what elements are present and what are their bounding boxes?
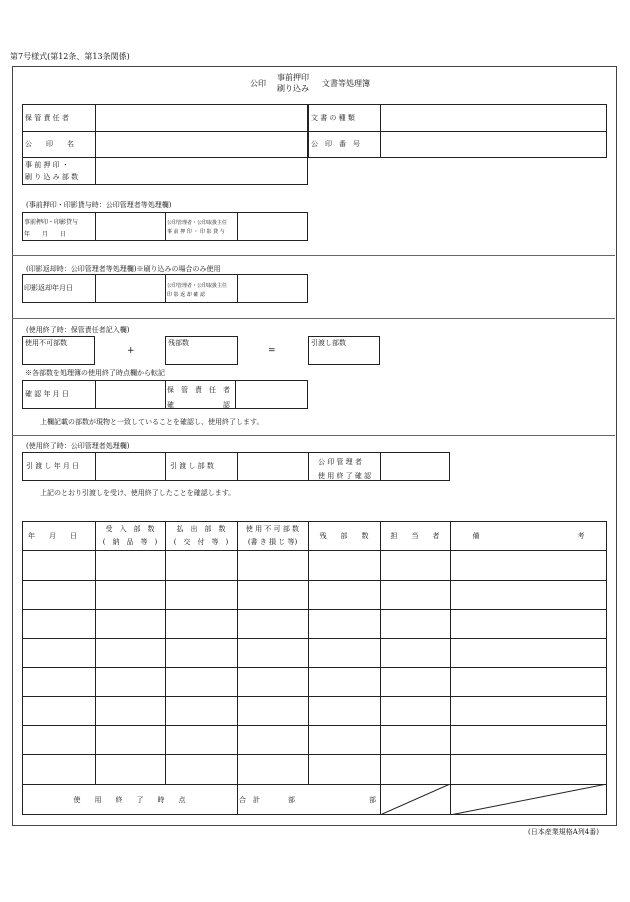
lend-heading: (事前押印・印影貸与時：公印管理者等処理欄) — [26, 201, 172, 209]
handover-count-field[interactable] — [237, 452, 308, 481]
ledger-cell-remaining[interactable] — [310, 611, 378, 636]
ledger-cell-issued[interactable] — [167, 669, 235, 694]
manager-confirm-field[interactable] — [380, 452, 450, 481]
handover-date-label: 引 渡 し 年 月 日 — [26, 462, 80, 470]
ledger-cell-remarks[interactable] — [452, 698, 605, 723]
ledger-cell-unusable[interactable] — [239, 727, 306, 752]
ledger-cell-issued[interactable] — [167, 756, 235, 782]
end-custodian-heading: (使用終了時：保管責任者記入欄) — [26, 326, 130, 334]
ledger-cell-issued[interactable] — [167, 611, 235, 636]
ledger-cell-staff[interactable] — [382, 669, 448, 694]
ledger-cell-unusable[interactable] — [239, 698, 306, 723]
plus-sign: + — [127, 346, 135, 356]
confirm-date-label: 確 認 年 月 日 — [25, 390, 69, 398]
ledger-cell-staff[interactable] — [382, 640, 448, 665]
end-manager-heading: (使用終了時：公印管理者処理欄) — [26, 442, 130, 450]
ledger-total-label: 合 計 部 — [239, 795, 295, 804]
ledger-cell-received[interactable] — [97, 698, 163, 723]
transcribe-note: ※各部数を処理簿の使用終了時点欄から転記 — [25, 369, 165, 377]
return-confirm-field[interactable] — [237, 274, 308, 303]
seal-number-field[interactable] — [380, 131, 607, 157]
return-confirm-label: 公印管理者・公印取扱主任 印 影 返 却 確 認 — [167, 283, 228, 298]
ledger-cell-received[interactable] — [97, 640, 163, 665]
lend-confirm-label: 公印管理者・公印取扱主任 事 前 押 印 ・ 印 影 貸 与 — [167, 220, 228, 235]
seal-number-label: 公 印 番 号 — [311, 140, 360, 148]
ledger-cell-unusable[interactable] — [239, 640, 306, 665]
ledger-cell-date[interactable] — [24, 611, 93, 636]
handover-date-field[interactable] — [95, 452, 165, 481]
divider — [12, 255, 615, 256]
ledger-cell-unusable[interactable] — [239, 552, 306, 578]
ledger-cell-unusable[interactable] — [239, 669, 306, 694]
ledger-cell-remaining[interactable] — [310, 669, 378, 694]
handover-count-box[interactable]: 引渡し部数 — [308, 336, 380, 365]
ledger-footer-diagonal — [380, 784, 607, 815]
preprint-label-line2: 刷り込み — [277, 84, 309, 93]
divider — [12, 435, 615, 436]
ledger-header-date: 年 月 日 — [28, 531, 77, 540]
manager-confirm-label: 公 印 管 理 者 使 用 終 了 確 認 — [318, 458, 372, 480]
confirm-date-field[interactable] — [95, 380, 165, 409]
ledger-cell-remaining[interactable] — [310, 552, 378, 578]
return-date-field[interactable] — [95, 274, 165, 303]
ledger-cell-issued[interactable] — [167, 727, 235, 752]
ledger-header-remarks: 備 考 — [472, 531, 585, 540]
ledger-cell-date[interactable] — [24, 552, 93, 578]
ledger-cell-date[interactable] — [24, 756, 93, 782]
ledger-cell-remaining[interactable] — [310, 756, 378, 782]
ledger-cell-staff[interactable] — [382, 582, 448, 607]
ledger-header-staff: 担 当 者 — [390, 531, 440, 540]
ledger-cell-staff[interactable] — [382, 756, 448, 782]
lend-confirm-field[interactable] — [237, 212, 308, 241]
ledger-cell-remarks[interactable] — [452, 640, 605, 665]
custodian-field[interactable] — [95, 104, 308, 131]
ledger-cell-date[interactable] — [24, 582, 93, 607]
ledger-cell-issued[interactable] — [167, 552, 235, 578]
ledger-cell-unusable[interactable] — [239, 582, 306, 607]
ledger-cell-staff[interactable] — [382, 611, 448, 636]
ledger-cell-date[interactable] — [24, 698, 93, 723]
ledger-cell-remaining[interactable] — [310, 698, 378, 723]
ledger-cell-staff[interactable] — [382, 727, 448, 752]
ledger-cell-received[interactable] — [97, 552, 163, 578]
ledger-cell-remarks[interactable] — [452, 611, 605, 636]
ledger-cell-remaining[interactable] — [310, 727, 378, 752]
ledger-cell-unusable[interactable] — [239, 611, 306, 636]
equals-sign: = — [268, 346, 276, 356]
ledger-cell-remarks[interactable] — [452, 552, 605, 578]
ledger-cell-remaining[interactable] — [310, 640, 378, 665]
divider — [12, 318, 615, 319]
custodian-label: 保 管 責 任 者 — [25, 113, 69, 122]
doc-type-field[interactable] — [380, 104, 607, 131]
return-date-label: 印影返却年月日 — [24, 284, 73, 292]
ledger-cell-received[interactable] — [97, 611, 163, 636]
ledger-footer-label: 使 用 終 了 時 点 — [73, 795, 186, 804]
doc-type-label: 文 書 の 種 類 — [311, 113, 355, 122]
seal-name-label: 公 印 名 — [25, 140, 74, 148]
ledger-cell-issued[interactable] — [167, 640, 235, 665]
seal-name-field[interactable] — [95, 131, 308, 157]
preprint-label-line1: 事前押印 — [277, 73, 309, 82]
ledger-cell-remarks[interactable] — [452, 727, 605, 752]
manager-statement: 上記のとおり引渡しを受け、使用終了したことを確認します。 — [40, 489, 236, 497]
ledger-header-issued: 払 出 部 数 ( 交 付 等 ) — [173, 525, 229, 546]
ledger-cell-issued[interactable] — [167, 698, 235, 723]
ledger-cell-remarks[interactable] — [452, 582, 605, 607]
ledger-cell-date[interactable] — [24, 640, 93, 665]
ledger-cell-unusable[interactable] — [239, 756, 306, 782]
ledger-cell-received[interactable] — [97, 727, 163, 752]
ledger-cell-date[interactable] — [24, 669, 93, 694]
lend-date-field[interactable] — [95, 212, 165, 241]
ledger-cell-staff[interactable] — [382, 698, 448, 723]
handover-count-label: 引 渡 し 部 数 — [170, 462, 214, 470]
paper-size-note: (日本産業規格A列4番) — [528, 828, 599, 836]
unusable-count-box[interactable]: 使用不可部数 — [22, 336, 95, 365]
ledger-cell-remarks[interactable] — [452, 756, 605, 782]
preprint-count-field[interactable] — [95, 157, 308, 185]
ledger-cell-issued[interactable] — [167, 582, 235, 607]
ledger-cell-staff[interactable] — [382, 552, 448, 578]
ledger-header-received: 受 入 部 数 ( 納 品 等 ) — [102, 525, 158, 546]
ledger-cell-remaining[interactable] — [310, 582, 378, 607]
ledger-cell-received[interactable] — [97, 756, 163, 782]
form-number: 第7号様式(第12条、第13条関係) — [10, 52, 130, 61]
ledger-cell-received[interactable] — [97, 582, 163, 607]
ledger-cell-remarks[interactable] — [452, 669, 605, 694]
custodian-statement: 上欄記載の部数が現物と一致していることを確認し、使用終了します。 — [40, 418, 264, 426]
seal-label: 公印 — [250, 79, 266, 88]
custodian-confirm-field[interactable] — [236, 380, 308, 409]
ledger-header-unusable: 使 用 不 可 部 数 (書 き 損 じ 等) — [245, 525, 300, 546]
ledger-header-remaining: 残 部 数 — [319, 531, 369, 540]
ledger-cell-date[interactable] — [24, 727, 93, 752]
return-heading: (印影返却時：公印管理者等処理欄)※刷り込みの場合のみ使用 — [26, 265, 221, 273]
remaining-count-box[interactable]: 残部数 — [165, 336, 238, 365]
ledger-label: 文書等処理簿 — [322, 79, 370, 88]
custodian-confirm-label: 保 管 責 任 者 確 認 — [167, 386, 230, 409]
ledger-total-unit: 部 — [369, 795, 376, 804]
preprint-count-label: 事 前 押 印 ・ 刷 り 込 み 部 数 — [25, 161, 79, 181]
lend-date-label: 事前押印・印影貸与 年 月 日 — [24, 219, 79, 238]
ledger-cell-received[interactable] — [97, 669, 163, 694]
